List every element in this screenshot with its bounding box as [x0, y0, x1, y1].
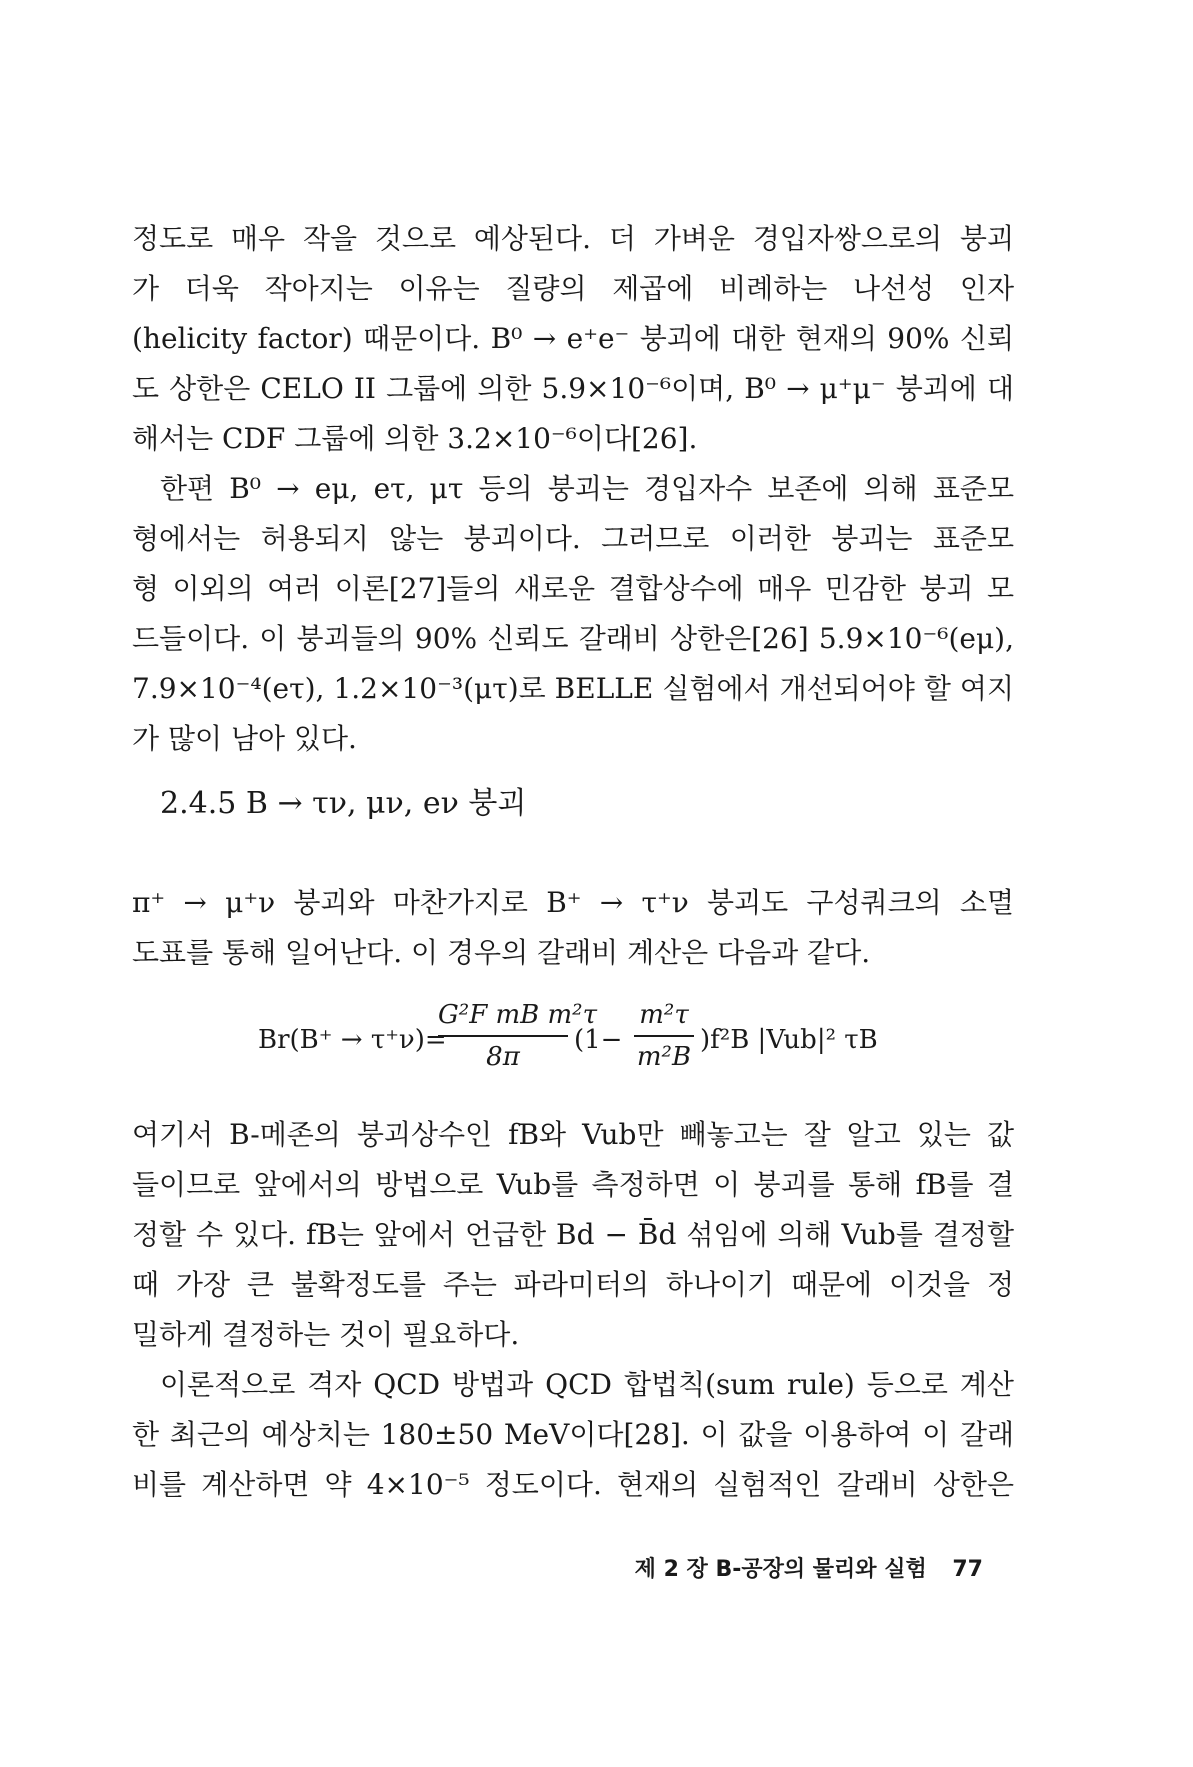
paragraph-block-3: [132, 1110, 1014, 1510]
page-number: 77: [952, 1557, 983, 1582]
formula-rhs: )f²B |Vub|² τB: [700, 1025, 878, 1055]
fraction-denominator: m²B: [636, 1042, 692, 1072]
text-line: 한 최근의 예상치는 180±50 MeV이다[28]. 이 값을 이용하여 이 갈래: [132, 1418, 1014, 1451]
text-line: π⁺ → μ⁺ν 붕괴와 마찬가지로 B⁺ → τ⁺ν 붕괴도 구성쿼크의 소멸: [132, 886, 1014, 919]
section-heading: 2.4.5 B → τν, μν, eν 붕괴: [160, 786, 527, 821]
fraction-numerator: G²F mB m²τ: [438, 1000, 597, 1030]
text-line: 한편 B⁰ → eμ, eτ, μτ 등의 붕괴는 경입자수 보존에 의해 표준모: [160, 472, 1014, 505]
text-line: (helicity factor) 때문이다. B⁰ → e⁺e⁻ 붕괴에 대한 현재의 90% 신뢰: [132, 322, 1014, 355]
branching-ratio-formula: [258, 995, 898, 1105]
text-line: 여기서 B-메존의 붕괴상수인 fB와 Vub만 빼놓고는 잘 알고 있는 값: [132, 1118, 1014, 1151]
text-line: 해서는 CDF 그룹에 의한 3.2×10⁻⁶이다[26].: [132, 422, 698, 455]
text-line: 형 이외의 여러 이론[27]들의 새로운 결합상수에 매우 민감한 붕괴 모: [132, 572, 1014, 605]
text-line: 7.9×10⁻⁴(eτ), 1.2×10⁻³(μτ)로 BELLE 실험에서 개선되어야 할 여지: [132, 672, 1014, 705]
text-line: 형에서는 허용되지 않는 붕괴이다. 그러므로 이러한 붕괴는 표준모: [132, 522, 1014, 555]
text-line: 도 상한은 CELO II 그룹에 의한 5.9×10⁻⁶이며, B⁰ → μ⁺μ⁻ 붕괴에 대: [132, 372, 1014, 405]
text-line: 들이므로 앞에서의 방법으로 Vub를 측정하면 이 붕괴를 통해 fB를 결: [132, 1168, 1014, 1201]
text-line: 비를 계산하면 약 4×10⁻⁵ 정도이다. 현재의 실험적인 갈래비 상한은: [132, 1468, 1014, 1501]
formula-middle: (1−: [574, 1025, 623, 1055]
paragraph-block-1: [132, 214, 1014, 764]
paragraph-block-2: [132, 878, 1014, 978]
formula-fraction-2: [634, 995, 694, 1077]
fraction-numerator: m²τ: [639, 1000, 689, 1030]
text-line: 드들이다. 이 붕괴들의 90% 신뢰도 갈래비 상한은[26] 5.9×10⁻⁶(eμ),: [132, 622, 1014, 655]
text-line: 정할 수 있다. fB는 앞에서 언급한 Bd − B̄d 섞임에 의해 Vub를 결정할: [132, 1218, 1014, 1251]
text-line: 도표를 통해 일어난다. 이 경우의 갈래비 계산은 다음과 같다.: [132, 936, 871, 969]
text-line: 밀하게 결정하는 것이 필요하다.: [132, 1318, 520, 1351]
formula-lhs: Br(B⁺ → τ⁺ν)=: [258, 1025, 447, 1055]
text-line: 정도로 매우 작을 것으로 예상된다. 더 가벼운 경입자쌍으로의 붕괴: [132, 222, 1014, 255]
text-line: 때 가장 큰 불확정도를 주는 파라미터의 하나이기 때문에 이것을 정: [132, 1268, 1014, 1301]
formula-fraction-1: [438, 995, 597, 1077]
text-line: 가 많이 남아 있다.: [132, 722, 357, 755]
fraction-denominator: 8π: [486, 1042, 520, 1072]
text-line: 가 더욱 작아지는 이유는 질량의 제곱에 비례하는 나선성 인자: [132, 272, 1014, 305]
text-line: 이론적으로 격자 QCD 방법과 QCD 합법칙(sum rule) 등으로 계산: [160, 1368, 1014, 1401]
page-footer: [635, 1552, 983, 1583]
chapter-title: 제 2 장 B-공장의 물리와 실험: [634, 1557, 927, 1582]
